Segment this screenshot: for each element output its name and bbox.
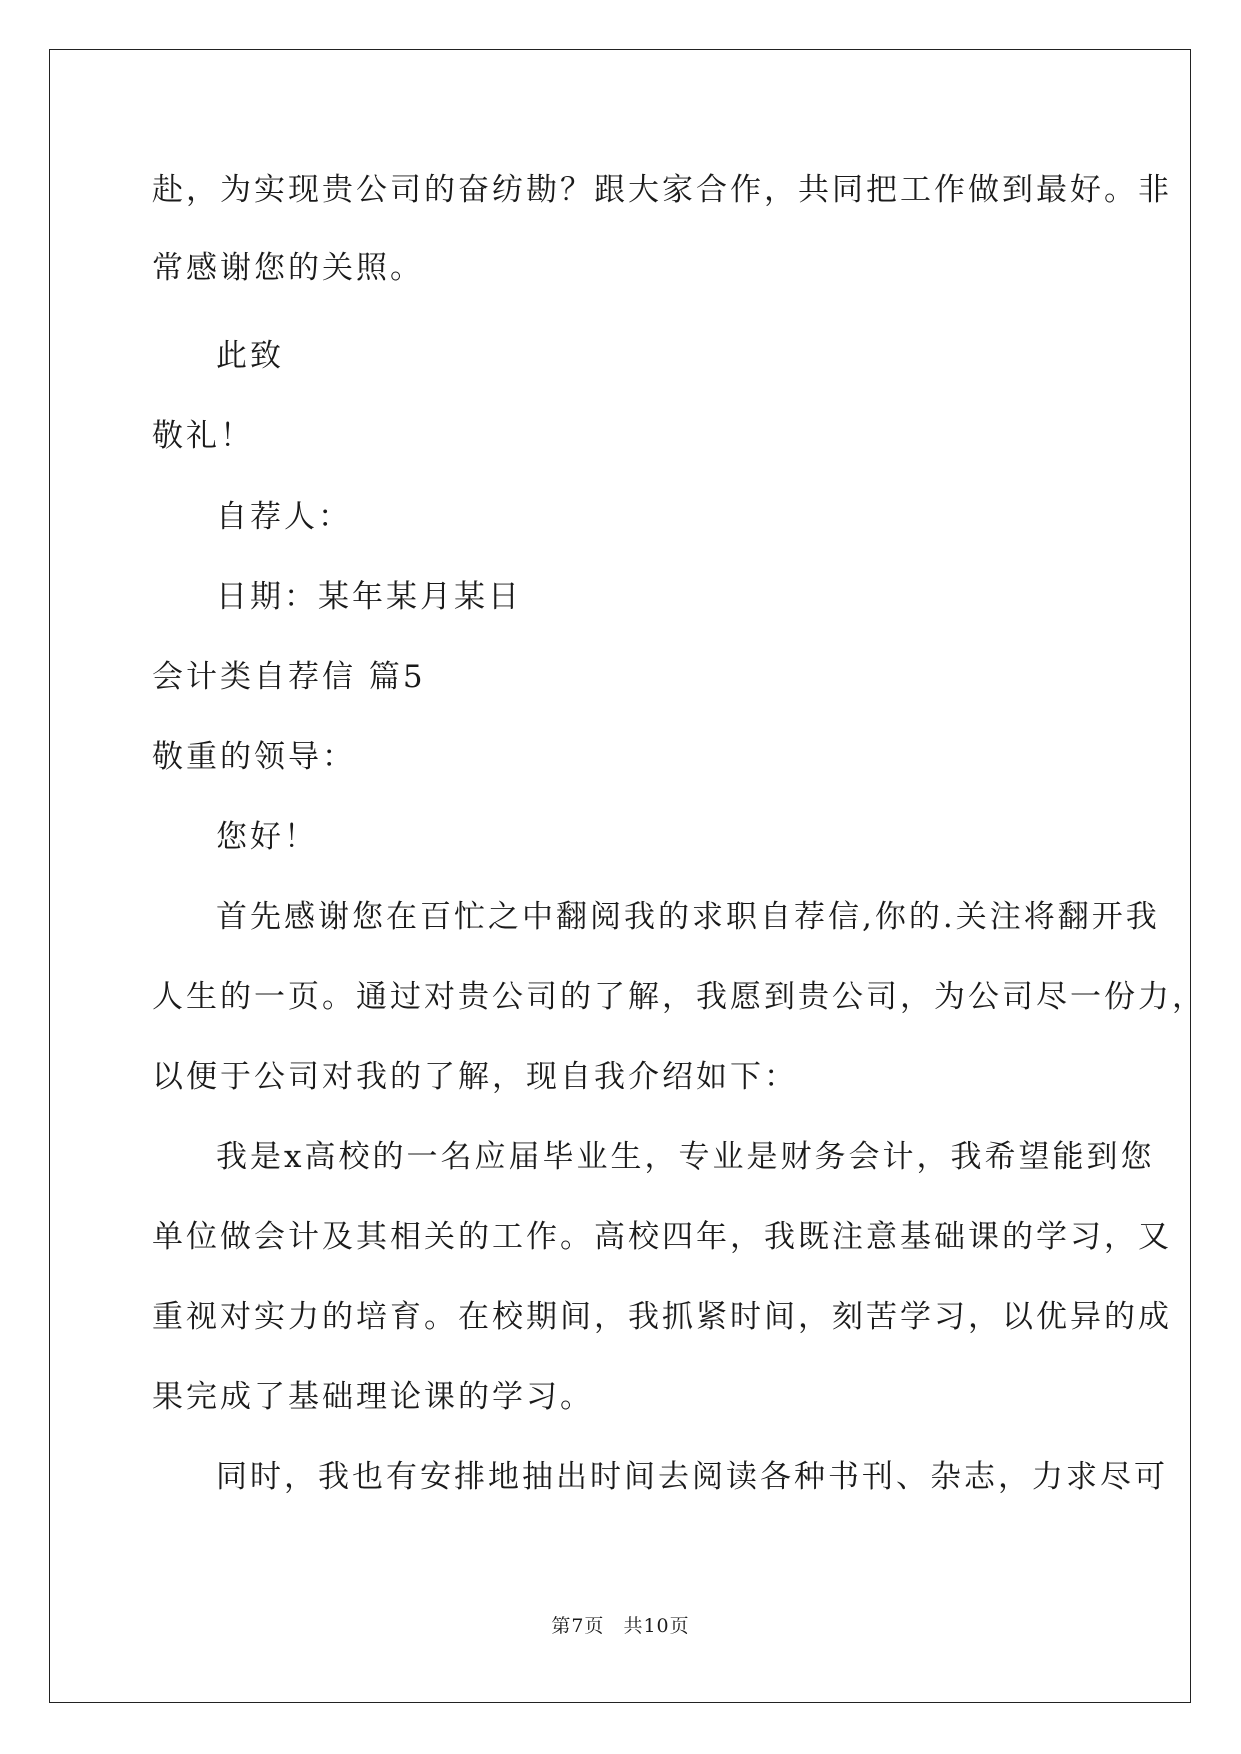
signature-label: 自荐人： (216, 499, 352, 535)
paragraph-line: 同时，我也有安排地抽出时间去阅读各种书刊、杂志，力求尽可 (216, 1459, 1168, 1495)
page-footer (0, 1614, 1241, 1638)
hello-line: 您好！ (216, 819, 318, 855)
paragraph-line: 果完成了基础理论课的学习。 (152, 1379, 594, 1415)
page-total: 共10页 (623, 1615, 690, 1637)
paragraph-line: 人生的一页。通过对贵公司的了解，我愿到贵公司，为公司尽一份力， (152, 979, 1206, 1015)
paragraph-line: 我是x高校的一名应届毕业生，专业是财务会计，我希望能到您 (216, 1139, 1155, 1175)
paragraph-line: 重视对实力的培育。在校期间，我抓紧时间，刻苦学习，以优异的成 (152, 1299, 1172, 1335)
page-number: 第7页 (551, 1615, 605, 1637)
paragraph-line: 以便于公司对我的了解，现自我介绍如下： (152, 1059, 798, 1095)
closing-salutation: 此致 (216, 338, 284, 374)
date-line: 日期：某年某月某日 (216, 579, 522, 615)
paragraph-line: 常感谢您的关照。 (152, 250, 424, 286)
greeting: 敬重的领导： (152, 739, 356, 775)
paragraph-line: 赴，为实现贵公司的奋纺勘？跟大家合作，共同把工作做到最好。非 (152, 172, 1172, 208)
paragraph-line: 单位做会计及其相关的工作。高校四年，我既注意基础课的学习，又 (152, 1219, 1172, 1255)
closing-regards: 敬礼！ (152, 418, 254, 454)
section-heading: 会计类自荐信 篇5 (152, 659, 426, 695)
page-border (49, 49, 1191, 1703)
paragraph-line: 首先感谢您在百忙之中翻阅我的求职自荐信,你的.关注将翻开我 (216, 899, 1160, 935)
